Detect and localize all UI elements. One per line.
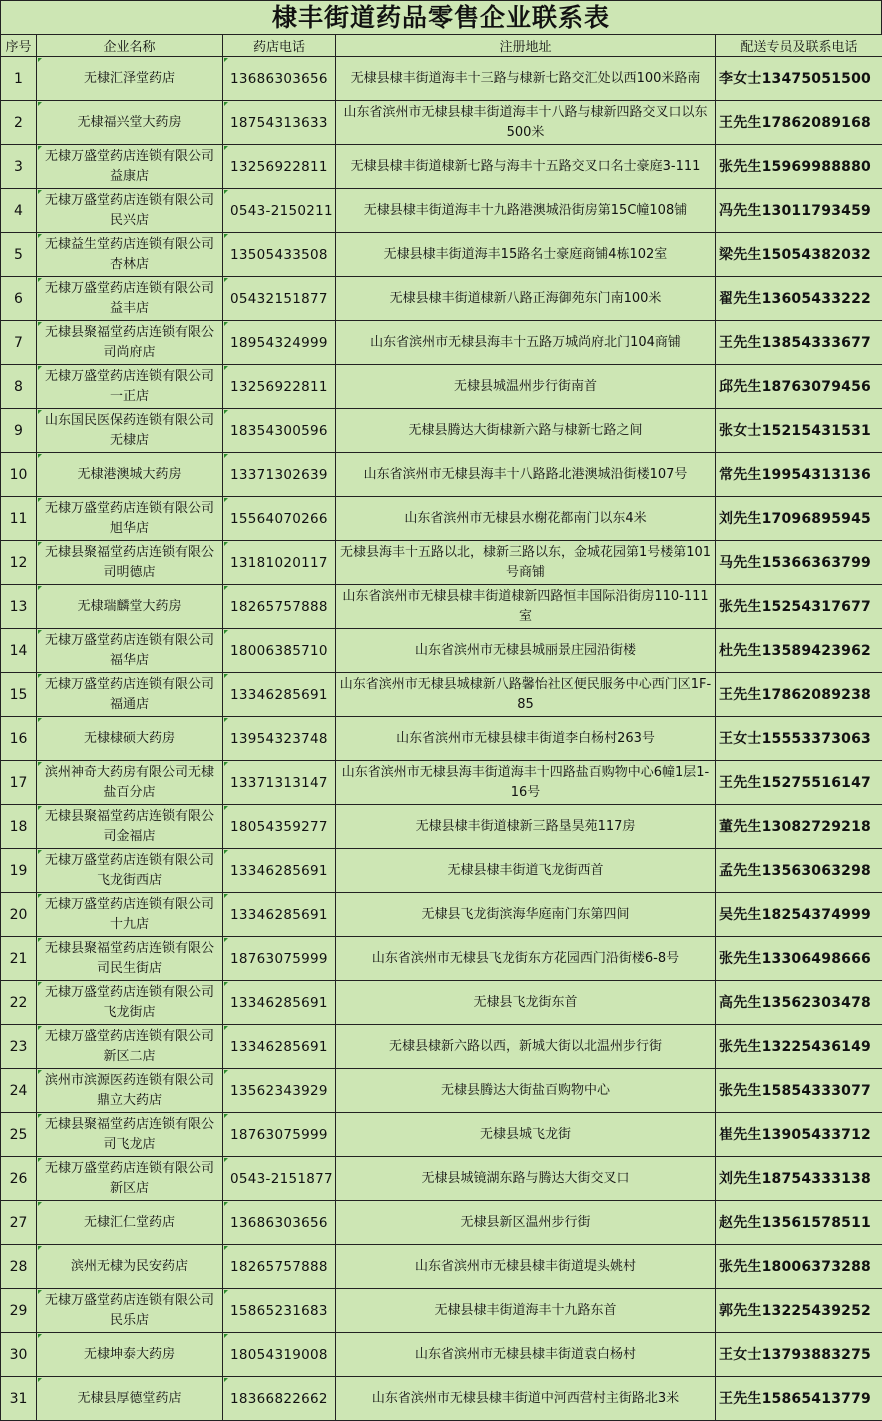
table-row <box>1 849 882 893</box>
store-phone-cell[interactable]: 13954323748 <box>223 717 336 761</box>
store-phone-cell[interactable]: 18265757888 <box>223 1245 336 1289</box>
delivery-contact-cell[interactable]: 翟先生13605433222 <box>716 277 882 321</box>
header-registered-address[interactable]: 注册地址 <box>336 35 716 57</box>
table-row <box>1 1201 882 1245</box>
company-name-cell[interactable]: 无棣万盛堂药店连锁有限公司福华店 <box>37 629 223 673</box>
company-name-cell[interactable]: 滨州神奇大药房有限公司无棣盐百分店 <box>37 761 223 805</box>
store-phone-cell[interactable]: 05432151877 <box>223 277 336 321</box>
store-phone-cell[interactable]: 13181020117 <box>223 541 336 585</box>
delivery-contact-cell[interactable]: 王先生17862089238 <box>716 673 882 717</box>
store-phone-cell[interactable]: 18354300596 <box>223 409 336 453</box>
delivery-contact-cell[interactable]: 张先生15854333077 <box>716 1069 882 1113</box>
store-phone-cell[interactable]: 18366822662 <box>223 1377 336 1421</box>
delivery-contact-cell[interactable]: 王女士13793883275 <box>716 1333 882 1377</box>
row-number-cell[interactable]: 17 <box>1 761 37 805</box>
row-number-cell[interactable]: 12 <box>1 541 37 585</box>
header-delivery-contact[interactable]: 配送专员及联系电话 <box>716 35 882 57</box>
row-number-cell[interactable]: 4 <box>1 189 37 233</box>
address-cell[interactable]: 山东省滨州市无棣县城棣新八路馨怡社区便民服务中心西门区1F-85 <box>336 673 716 717</box>
table-row <box>1 937 882 981</box>
company-name-cell[interactable]: 无棣益生堂药店连锁有限公司杏林店 <box>37 233 223 277</box>
header-row <box>1 35 882 57</box>
row-number-cell[interactable]: 26 <box>1 1157 37 1201</box>
store-phone-cell[interactable]: 18054359277 <box>223 805 336 849</box>
delivery-contact-cell[interactable]: 张先生13306498666 <box>716 937 882 981</box>
store-phone-cell[interactable]: 13346285691 <box>223 893 336 937</box>
store-phone-cell[interactable]: 0543-2150211 <box>223 189 336 233</box>
store-phone-cell[interactable]: 18054319008 <box>223 1333 336 1377</box>
table-row <box>1 893 882 937</box>
table-row <box>1 233 882 277</box>
delivery-contact-cell[interactable]: 李女士13475051500 <box>716 57 882 101</box>
delivery-contact-cell[interactable]: 赵先生13561578511 <box>716 1201 882 1245</box>
company-name-cell[interactable]: 滨州无棣为民安药店 <box>37 1245 223 1289</box>
company-name-cell[interactable]: 无棣万盛堂药店连锁有限公司新区二店 <box>37 1025 223 1069</box>
row-number-cell[interactable]: 7 <box>1 321 37 365</box>
table-row <box>1 189 882 233</box>
delivery-contact-cell[interactable]: 张先生18006373288 <box>716 1245 882 1289</box>
row-number-cell[interactable]: 18 <box>1 805 37 849</box>
table-row <box>1 145 882 189</box>
store-phone-cell[interactable]: 13505433508 <box>223 233 336 277</box>
address-cell[interactable]: 山东省滨州市无棣县城丽景庄园沿街楼 <box>336 629 716 673</box>
delivery-contact-cell[interactable]: 董先生13082729218 <box>716 805 882 849</box>
row-number-cell[interactable]: 15 <box>1 673 37 717</box>
table-row <box>1 629 882 673</box>
header-store-phone[interactable]: 药店电话 <box>223 35 336 57</box>
table-row <box>1 1025 882 1069</box>
delivery-contact-cell[interactable]: 刘先生18754333138 <box>716 1157 882 1201</box>
row-number-cell[interactable]: 31 <box>1 1377 37 1421</box>
address-cell[interactable]: 无棣县棣丰街道海丰十三路与棣新七路交汇处以西100米路南 <box>336 57 716 101</box>
delivery-contact-cell[interactable]: 王女士15553373063 <box>716 717 882 761</box>
address-cell[interactable]: 山东省滨州市无棣县海丰十五路万城尚府北门104商铺 <box>336 321 716 365</box>
address-cell[interactable]: 无棣县棣丰街道棣新三路垦昊苑117房 <box>336 805 716 849</box>
header-company-name[interactable]: 企业名称 <box>37 35 223 57</box>
row-number-cell[interactable]: 1 <box>1 57 37 101</box>
store-phone-cell[interactable]: 18954324999 <box>223 321 336 365</box>
row-number-cell[interactable]: 6 <box>1 277 37 321</box>
address-cell[interactable]: 山东省滨州市无棣县棣丰街道海丰十八路与棣新四路交叉口以东500米 <box>336 101 716 145</box>
address-cell[interactable]: 无棣县城飞龙街 <box>336 1113 716 1157</box>
store-phone-cell[interactable]: 13371313147 <box>223 761 336 805</box>
store-phone-cell[interactable]: 18265757888 <box>223 585 336 629</box>
store-phone-cell[interactable]: 18006385710 <box>223 629 336 673</box>
store-phone-cell[interactable]: 13346285691 <box>223 981 336 1025</box>
address-cell[interactable]: 山东省滨州市无棣县海丰街道海丰十四路盐百购物中心6幢1层1-16号 <box>336 761 716 805</box>
table-row <box>1 981 882 1025</box>
address-cell[interactable]: 山东省滨州市无棣县棣丰街道袁白杨村 <box>336 1333 716 1377</box>
address-cell[interactable]: 无棣县城镜湖东路与腾达大街交叉口 <box>336 1157 716 1201</box>
delivery-contact-cell[interactable]: 孟先生13563063298 <box>716 849 882 893</box>
store-phone-cell[interactable]: 18763075999 <box>223 1113 336 1157</box>
row-number-cell[interactable]: 8 <box>1 365 37 409</box>
company-name-cell[interactable]: 无棣福兴堂大药房 <box>37 101 223 145</box>
company-name-cell[interactable]: 无棣万盛堂药店连锁有限公司民乐店 <box>37 1289 223 1333</box>
delivery-contact-cell[interactable]: 杜先生13589423962 <box>716 629 882 673</box>
table-row <box>1 321 882 365</box>
delivery-contact-cell[interactable]: 邱先生18763079456 <box>716 365 882 409</box>
address-cell[interactable]: 山东省滨州市无棣县海丰十八路路北港澳城沿街楼107号 <box>336 453 716 497</box>
row-number-cell[interactable]: 13 <box>1 585 37 629</box>
address-cell[interactable]: 无棣县棣丰街道海丰十九路东首 <box>336 1289 716 1333</box>
table-row <box>1 1333 882 1377</box>
row-number-cell[interactable]: 16 <box>1 717 37 761</box>
company-name-cell[interactable]: 无棣县聚福堂药店连锁有限公司金福店 <box>37 805 223 849</box>
address-cell[interactable]: 山东省滨州市无棣县水榭花都南门以东4米 <box>336 497 716 541</box>
company-name-cell[interactable]: 无棣县厚德堂药店 <box>37 1377 223 1421</box>
address-cell[interactable]: 无棣县海丰十五路以北，棣新三路以东，金城花园第1号楼第101号商铺 <box>336 541 716 585</box>
company-name-cell[interactable]: 无棣棣硕大药房 <box>37 717 223 761</box>
table-row <box>1 1289 882 1333</box>
delivery-contact-cell[interactable]: 王先生13854333677 <box>716 321 882 365</box>
company-name-cell[interactable]: 无棣县聚福堂药店连锁有限公司明德店 <box>37 541 223 585</box>
company-name-cell[interactable]: 无棣万盛堂药店连锁有限公司飞龙街店 <box>37 981 223 1025</box>
row-number-cell[interactable]: 21 <box>1 937 37 981</box>
table-row <box>1 1245 882 1289</box>
table-row <box>1 673 882 717</box>
table-row <box>1 101 882 145</box>
table-row <box>1 541 882 585</box>
delivery-contact-cell[interactable]: 张女士15215431531 <box>716 409 882 453</box>
row-number-cell[interactable]: 14 <box>1 629 37 673</box>
address-cell[interactable]: 山东省滨州市无棣县棣丰街道李白杨村263号 <box>336 717 716 761</box>
store-phone-cell[interactable]: 15865231683 <box>223 1289 336 1333</box>
row-number-cell[interactable]: 2 <box>1 101 37 145</box>
delivery-contact-cell[interactable]: 王先生15865413779 <box>716 1377 882 1421</box>
company-name-cell[interactable]: 无棣万盛堂药店连锁有限公司一正店 <box>37 365 223 409</box>
address-cell[interactable]: 山东省滨州市无棣县棣丰街道棣新四路恒丰国际沿街房110-111室 <box>336 585 716 629</box>
store-phone-cell[interactable]: 0543-2151877 <box>223 1157 336 1201</box>
table-row <box>1 365 882 409</box>
delivery-contact-cell[interactable]: 刘先生17096895945 <box>716 497 882 541</box>
store-phone-cell[interactable]: 13256922811 <box>223 365 336 409</box>
row-number-cell[interactable]: 30 <box>1 1333 37 1377</box>
company-name-cell[interactable]: 无棣万盛堂药店连锁有限公司益康店 <box>37 145 223 189</box>
store-phone-cell[interactable]: 15564070266 <box>223 497 336 541</box>
company-name-cell[interactable]: 无棣汇仁堂药店 <box>37 1201 223 1245</box>
delivery-contact-cell[interactable]: 张先生13225436149 <box>716 1025 882 1069</box>
row-number-cell[interactable]: 9 <box>1 409 37 453</box>
table-row <box>1 805 882 849</box>
address-cell[interactable]: 山东省滨州市无棣县飞龙街东方花园西门沿街楼6-8号 <box>336 937 716 981</box>
store-phone-cell[interactable]: 18754313633 <box>223 101 336 145</box>
company-name-cell[interactable]: 无棣县聚福堂药店连锁有限公司民生街店 <box>37 937 223 981</box>
row-number-cell[interactable]: 25 <box>1 1113 37 1157</box>
address-cell[interactable]: 无棣县棣丰街道海丰15路名士豪庭商铺4栋102室 <box>336 233 716 277</box>
company-name-cell[interactable]: 无棣汇泽堂药店 <box>37 57 223 101</box>
table-row <box>1 497 882 541</box>
address-cell[interactable]: 无棣县棣丰街道棣新八路正海御苑东门南100米 <box>336 277 716 321</box>
company-name-cell[interactable]: 无棣县聚福堂药店连锁有限公司尚府店 <box>37 321 223 365</box>
company-name-cell[interactable]: 无棣港澳城大药房 <box>37 453 223 497</box>
delivery-contact-cell[interactable]: 王先生17862089168 <box>716 101 882 145</box>
delivery-contact-cell[interactable]: 张先生15254317677 <box>716 585 882 629</box>
company-name-cell[interactable]: 无棣万盛堂药店连锁有限公司福通店 <box>37 673 223 717</box>
company-name-cell[interactable]: 无棣万盛堂药店连锁有限公司旭华店 <box>37 497 223 541</box>
store-phone-cell[interactable]: 18763075999 <box>223 937 336 981</box>
company-name-cell[interactable]: 无棣万盛堂药店连锁有限公司益丰店 <box>37 277 223 321</box>
delivery-contact-cell[interactable]: 吴先生18254374999 <box>716 893 882 937</box>
company-name-cell[interactable]: 无棣万盛堂药店连锁有限公司新区店 <box>37 1157 223 1201</box>
table-row <box>1 1113 882 1157</box>
address-cell[interactable]: 山东省滨州市无棣县棣丰街道堤头姚村 <box>336 1245 716 1289</box>
delivery-contact-cell[interactable]: 张先生15969988880 <box>716 145 882 189</box>
table-row <box>1 761 882 805</box>
delivery-contact-cell[interactable]: 冯先生13011793459 <box>716 189 882 233</box>
store-phone-cell[interactable]: 13346285691 <box>223 849 336 893</box>
row-number-cell[interactable]: 10 <box>1 453 37 497</box>
row-number-cell[interactable]: 28 <box>1 1245 37 1289</box>
delivery-contact-cell[interactable]: 高先生13562303478 <box>716 981 882 1025</box>
company-name-cell[interactable]: 无棣县聚福堂药店连锁有限公司飞龙店 <box>37 1113 223 1157</box>
row-number-cell[interactable]: 20 <box>1 893 37 937</box>
company-name-cell[interactable]: 滨州市滨源医药连锁有限公司鼎立大药店 <box>37 1069 223 1113</box>
row-number-cell[interactable]: 19 <box>1 849 37 893</box>
store-phone-cell[interactable]: 13346285691 <box>223 673 336 717</box>
row-number-cell[interactable]: 22 <box>1 981 37 1025</box>
store-phone-cell[interactable]: 13371302639 <box>223 453 336 497</box>
company-name-cell[interactable]: 无棣万盛堂药店连锁有限公司飞龙街西店 <box>37 849 223 893</box>
address-cell[interactable]: 无棣县城温州步行街南首 <box>336 365 716 409</box>
store-phone-cell[interactable]: 13346285691 <box>223 1025 336 1069</box>
row-number-cell[interactable]: 11 <box>1 497 37 541</box>
table-row <box>1 57 882 101</box>
table-row <box>1 409 882 453</box>
header-no[interactable]: 序号 <box>1 35 37 57</box>
address-cell[interactable]: 无棣县腾达大街棣新六路与棣新七路之间 <box>336 409 716 453</box>
table-row <box>1 717 882 761</box>
table-row <box>1 1157 882 1201</box>
table-row <box>1 585 882 629</box>
address-cell[interactable]: 无棣县飞龙街东首 <box>336 981 716 1025</box>
row-number-cell[interactable]: 3 <box>1 145 37 189</box>
row-number-cell[interactable]: 5 <box>1 233 37 277</box>
address-cell[interactable]: 无棣县新区温州步行街 <box>336 1201 716 1245</box>
company-name-cell[interactable]: 无棣万盛堂药店连锁有限公司十九店 <box>37 893 223 937</box>
table-row <box>1 1377 882 1421</box>
address-cell[interactable]: 无棣县飞龙街滨海华庭南门东第四间 <box>336 893 716 937</box>
table-row <box>1 277 882 321</box>
table-row <box>1 453 882 497</box>
address-cell[interactable]: 山东省滨州市无棣县棣丰街道中河西营村主街路北3米 <box>336 1377 716 1421</box>
row-number-cell[interactable]: 24 <box>1 1069 37 1113</box>
address-cell[interactable]: 无棣县棣丰街道棣新七路与海丰十五路交叉口名士豪庭3-111 <box>336 145 716 189</box>
delivery-contact-cell[interactable]: 常先生19954313136 <box>716 453 882 497</box>
contact-table <box>0 34 882 1421</box>
company-name-cell[interactable]: 山东国民医保药连锁有限公司无棣店 <box>37 409 223 453</box>
delivery-contact-cell[interactable]: 郭先生13225439252 <box>716 1289 882 1333</box>
store-phone-cell[interactable]: 13562343929 <box>223 1069 336 1113</box>
delivery-contact-cell[interactable]: 崔先生13905433712 <box>716 1113 882 1157</box>
company-name-cell[interactable]: 无棣万盛堂药店连锁有限公司民兴店 <box>37 189 223 233</box>
company-name-cell[interactable]: 无棣坤泰大药房 <box>37 1333 223 1377</box>
row-number-cell[interactable]: 23 <box>1 1025 37 1069</box>
company-name-cell[interactable]: 无棣瑞麟堂大药房 <box>37 585 223 629</box>
delivery-contact-cell[interactable]: 马先生15366363799 <box>716 541 882 585</box>
store-phone-cell[interactable]: 13256922811 <box>223 145 336 189</box>
address-cell[interactable]: 无棣县棣新六路以西，新城大街以北温州步行街 <box>336 1025 716 1069</box>
table-row <box>1 1069 882 1113</box>
delivery-contact-cell[interactable]: 梁先生15054382032 <box>716 233 882 277</box>
address-cell[interactable]: 无棣县腾达大街盐百购物中心 <box>336 1069 716 1113</box>
page-title: 棣丰街道药品零售企业联系表 <box>0 0 882 34</box>
row-number-cell[interactable]: 27 <box>1 1201 37 1245</box>
delivery-contact-cell[interactable]: 王先生15275516147 <box>716 761 882 805</box>
row-number-cell[interactable]: 29 <box>1 1289 37 1333</box>
address-cell[interactable]: 无棣县棣丰街道海丰十九路港澳城沿街房第15C幢108铺 <box>336 189 716 233</box>
store-phone-cell[interactable]: 13686303656 <box>223 1201 336 1245</box>
address-cell[interactable]: 无棣县棣丰街道飞龙街西首 <box>336 849 716 893</box>
store-phone-cell[interactable]: 13686303656 <box>223 57 336 101</box>
